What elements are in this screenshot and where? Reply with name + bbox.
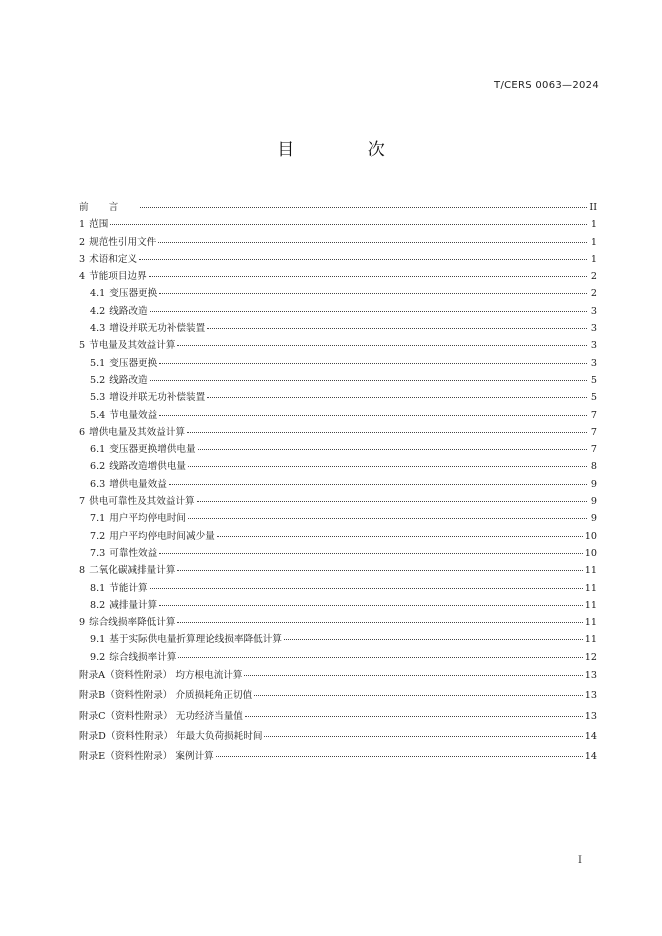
toc-dot-leader	[188, 517, 587, 519]
toc-entry-number: 4.3	[90, 323, 106, 335]
toc-dot-leader	[187, 431, 587, 433]
toc-entry-page: 11	[584, 617, 597, 629]
toc-entry[interactable]	[79, 727, 597, 747]
toc-entry-number: 9.1	[90, 634, 106, 646]
toc-entry[interactable]	[79, 493, 597, 510]
toc-entry[interactable]	[79, 545, 597, 562]
table-of-contents	[79, 199, 597, 768]
toc-dot-leader	[150, 379, 587, 381]
standard-code: T/CERS 0063—2024	[494, 80, 599, 91]
toc-entry-number: 8.1	[90, 582, 106, 594]
toc-entry[interactable]	[79, 303, 597, 320]
toc-entry-number: 7	[79, 496, 86, 508]
toc-entry-title: 综合线损率降低计算	[89, 617, 176, 629]
toc-dot-leader	[264, 735, 582, 737]
toc-entry-number: 6.3	[90, 478, 106, 490]
toc-entry[interactable]	[79, 268, 597, 285]
toc-entry-page: 11	[584, 565, 597, 577]
toc-entry-page: 11	[584, 582, 597, 594]
toc-dot-leader	[198, 448, 587, 450]
toc-entry-number: 5.2	[90, 374, 106, 386]
toc-entry-page: 5	[590, 374, 597, 386]
toc-dot-leader	[110, 223, 587, 225]
toc-dot-leader	[254, 694, 583, 696]
toc-dot-leader	[245, 715, 583, 717]
toc-entry-number: 2	[79, 236, 86, 248]
toc-dot-leader	[150, 587, 583, 589]
toc-entry[interactable]	[79, 234, 597, 251]
toc-entry[interactable]	[79, 285, 597, 302]
toc-entry[interactable]	[79, 528, 597, 545]
toc-dot-leader	[159, 292, 587, 294]
toc-entry-title: 术语和定义	[89, 253, 138, 265]
toc-dot-leader	[216, 755, 583, 757]
toc-entry[interactable]	[79, 355, 597, 372]
toc-entry-title: 增供电量效益	[109, 478, 167, 490]
toc-entry-number: 5	[79, 340, 86, 352]
toc-entry-number: 7.2	[90, 530, 106, 542]
toc-dot-leader	[244, 674, 582, 676]
page-title: 目 次	[277, 140, 419, 160]
toc-entry-page: 7	[590, 409, 597, 421]
toc-entry-title: 附录C（资料性附录） 无功经济当量值	[79, 710, 243, 722]
toc-entry-number: 7.1	[90, 513, 106, 525]
toc-entry-number: 8	[79, 565, 86, 577]
toc-entry-title: 节能项目边界	[89, 271, 147, 283]
toc-entry-title: 附录E（资料性附录） 案例计算	[79, 751, 214, 763]
toc-entry[interactable]	[79, 216, 597, 233]
toc-entry-number: 9.2	[90, 651, 106, 663]
toc-entry-page: 14	[584, 730, 597, 742]
toc-entry-number: 5.1	[90, 357, 106, 369]
toc-entry-page: 3	[590, 340, 597, 352]
toc-entry-number: 4	[79, 271, 86, 283]
toc-entry-page: 2	[590, 271, 597, 283]
toc-entry[interactable]	[79, 389, 597, 406]
toc-entry-title: 增供电量及其效益计算	[89, 426, 186, 438]
toc-entry-title: 规范性引用文件	[89, 236, 157, 248]
toc-entry-page: 7	[590, 444, 597, 456]
toc-entry-number: 9	[79, 617, 86, 629]
toc-entry-page: 8	[590, 461, 597, 473]
toc-entry-title: 综合线损率计算	[109, 651, 177, 663]
toc-entry-title: 范围	[89, 219, 109, 231]
toc-entry[interactable]	[79, 562, 597, 579]
toc-entry-page: 1	[590, 219, 597, 231]
toc-dot-leader	[139, 258, 587, 260]
toc-entry-title: 基于实际供电量折算理论线损率降低计算	[109, 634, 282, 646]
toc-dot-leader	[178, 656, 582, 658]
toc-entry-page: 9	[590, 496, 597, 508]
toc-entry-title: 增设并联无功补偿装置	[109, 323, 206, 335]
toc-entry-page: 14	[584, 751, 597, 763]
toc-entry-page: 2	[590, 288, 597, 300]
toc-dot-leader	[188, 465, 587, 467]
toc-entry-number: 1	[79, 219, 86, 231]
toc-entry[interactable]	[79, 251, 597, 268]
toc-entry-title: 节能计算	[109, 582, 148, 594]
toc-dot-leader	[159, 552, 583, 554]
toc-entry-title: 节电量及其效益计算	[89, 340, 176, 352]
toc-dot-leader	[217, 535, 583, 537]
toc-entry-number: 6.2	[90, 461, 106, 473]
toc-entry-page: 11	[584, 599, 597, 611]
toc-entry-page: 13	[584, 670, 597, 682]
toc-entry[interactable]	[79, 424, 597, 441]
toc-entry-title: 前言	[79, 202, 139, 213]
toc-entry[interactable]	[79, 649, 597, 666]
toc-entry-title: 供电可靠性及其效益计算	[89, 496, 195, 508]
toc-dot-leader	[159, 414, 587, 416]
toc-entry-page: 5	[590, 392, 597, 404]
toc-entry-title: 可靠性效益	[109, 547, 158, 559]
toc-dot-leader	[177, 621, 582, 623]
toc-entry-page: 11	[584, 634, 597, 646]
toc-entry-number: 7.3	[90, 547, 106, 559]
toc-dot-leader	[159, 604, 583, 606]
toc-dot-leader	[207, 396, 587, 398]
toc-entry-page: 3	[590, 323, 597, 335]
toc-entry-title: 节电量效益	[109, 409, 158, 421]
toc-entry-page: 12	[584, 651, 597, 663]
toc-entry-page: 10	[584, 530, 597, 542]
toc-entry-number: 5.4	[90, 409, 106, 421]
toc-entry[interactable]	[79, 707, 597, 727]
toc-entry[interactable]	[79, 686, 597, 706]
toc-dot-leader	[197, 500, 587, 502]
toc-entry-number: 6.1	[90, 444, 106, 456]
toc-entry[interactable]	[79, 666, 597, 686]
toc-entry-title: 线路改造增供电量	[109, 461, 187, 473]
toc-entry[interactable]	[79, 510, 597, 527]
toc-dot-leader	[149, 275, 587, 277]
toc-dot-leader	[177, 569, 582, 571]
toc-dot-leader	[158, 241, 587, 243]
toc-entry[interactable]	[79, 372, 597, 389]
toc-entry[interactable]	[79, 631, 597, 648]
toc-entry-page: II	[589, 202, 597, 213]
toc-entry[interactable]	[79, 614, 597, 631]
toc-entry-title: 附录D（资料性附录） 年最大负荷损耗时间	[79, 730, 263, 742]
toc-entry-page: 13	[584, 710, 597, 722]
toc-entry-number: 8.2	[90, 599, 106, 611]
toc-entry[interactable]	[79, 199, 597, 216]
toc-entry-title: 变压器更换增供电量	[109, 444, 196, 456]
toc-dot-leader	[207, 327, 587, 329]
toc-dot-leader	[169, 483, 587, 485]
toc-entry-title: 减排量计算	[109, 599, 158, 611]
toc-entry-title: 二氧化碳减排量计算	[89, 565, 176, 577]
toc-entry-page: 1	[590, 253, 597, 265]
toc-entry[interactable]	[79, 476, 597, 493]
toc-entry-page: 3	[590, 357, 597, 369]
toc-entry-title: 附录A（资料性附录） 均方根电流计算	[79, 670, 243, 682]
toc-entry-title: 用户平均停电时间	[109, 513, 187, 525]
toc-entry-page: 13	[584, 690, 597, 702]
toc-entry-title: 线路改造	[109, 374, 148, 386]
toc-entry-page: 9	[590, 478, 597, 490]
toc-entry-title: 用户平均停电时间减少量	[109, 530, 215, 542]
toc-entry[interactable]	[79, 458, 597, 475]
toc-entry-page: 1	[590, 236, 597, 248]
toc-dot-leader	[140, 206, 587, 208]
toc-dot-leader	[150, 310, 587, 312]
toc-dot-leader	[177, 344, 587, 346]
toc-entry-title: 线路改造	[109, 305, 148, 317]
toc-entry-page: 7	[590, 426, 597, 438]
toc-entry[interactable]	[79, 320, 597, 337]
toc-entry-number: 6	[79, 426, 86, 438]
toc-entry[interactable]	[79, 337, 597, 354]
toc-entry-number: 3	[79, 253, 86, 265]
toc-dot-leader	[159, 362, 587, 364]
toc-entry[interactable]	[79, 407, 597, 424]
page-number: I	[578, 855, 582, 866]
toc-entry[interactable]	[79, 597, 597, 614]
toc-entry-number: 4.1	[90, 288, 106, 300]
toc-entry-page: 9	[590, 513, 597, 525]
toc-entry[interactable]	[79, 441, 597, 458]
toc-dot-leader	[284, 638, 583, 640]
toc-entry[interactable]	[79, 747, 597, 767]
toc-entry-title: 变压器更换	[109, 357, 158, 369]
toc-entry-page: 3	[590, 305, 597, 317]
toc-entry-title: 增设并联无功补偿装置	[109, 392, 206, 404]
toc-entry-number: 4.2	[90, 305, 106, 317]
toc-entry[interactable]	[79, 580, 597, 597]
toc-entry-title: 附录B（资料性附录） 介质损耗角正切值	[79, 690, 253, 702]
toc-entry-title: 变压器更换	[109, 288, 158, 300]
toc-entry-page: 10	[584, 547, 597, 559]
toc-entry-number: 5.3	[90, 392, 106, 404]
